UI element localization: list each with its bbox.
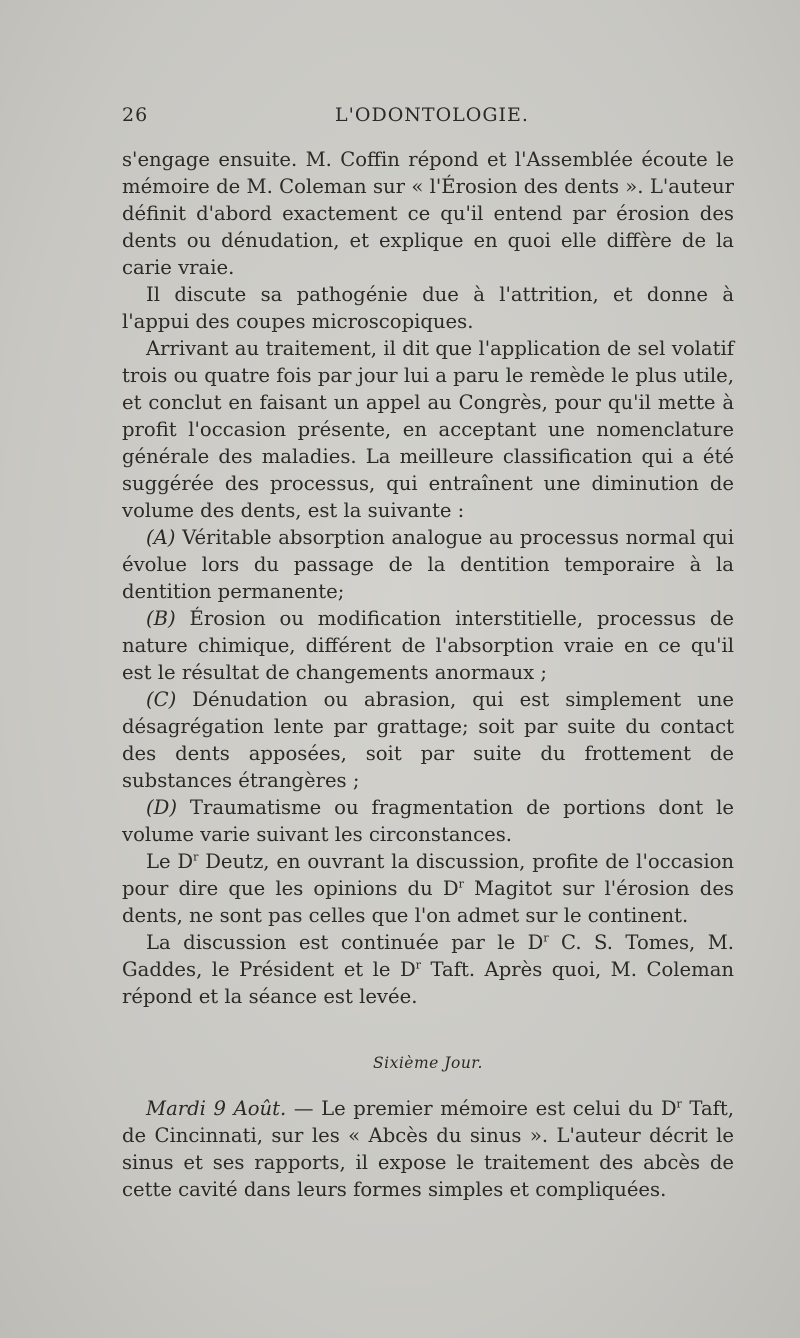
page-header bbox=[122, 104, 742, 132]
text-run: — Le premier mémoire est celui du D bbox=[286, 1097, 677, 1120]
superscript: r bbox=[676, 1097, 682, 1111]
page-number: 26 bbox=[122, 104, 149, 126]
superscript: r bbox=[458, 877, 464, 891]
text-run: Taft, de Cincinnati, sur les « Abcès du sinus ». L'auteur décrit le sinus et ses rapports, il expose le traitement des abcès de cette cavité dans leurs formes simples et compliquées. bbox=[122, 1097, 735, 1201]
list-text-a: Véritable absorption analogue au processus normal qui évolue lors du passage de la dentition temporaire à la dentition permanente; bbox=[122, 526, 734, 603]
text-run: La discussion est continuée par le D bbox=[146, 931, 544, 954]
text-run: Le D bbox=[146, 850, 194, 873]
paragraph-3: Arrivant au traitement, il dit que l'application de sel volatif trois ou quatre fois par jour lui a paru le remède le plus utile, et conclut en faisant un appel au Congrès, pour qu'il mette à profit l'occasion présente, en acceptant une nomenclature générale des maladies. La meilleure classification qui a été suggérée des processus, qui entraînent une diminution de volume des dents, est la suivante : bbox=[122, 337, 734, 522]
page-body bbox=[122, 146, 734, 1203]
superscript: r bbox=[415, 958, 421, 972]
list-label-d: (D) bbox=[146, 796, 177, 819]
list-item-c bbox=[122, 686, 734, 794]
text-run: C. S. Tomes, M. Gaddes, le Président et le D bbox=[122, 931, 734, 981]
list-label-c: (C) bbox=[146, 688, 177, 711]
list-label-b: (B) bbox=[146, 607, 176, 630]
list-item-a bbox=[122, 524, 734, 605]
paragraph-5 bbox=[122, 929, 734, 1010]
list-text-c: Dénudation ou abrasion, qui est simplement une désagrégation lente par grattage; soit par suite du contact des dents apposées, soit par suite du frottement de substances étrangères ; bbox=[122, 688, 734, 792]
text-run: Deutz, en ouvrant la discussion, profite de l'occasion pour dire que les opinions du D bbox=[122, 850, 735, 900]
paragraph-6 bbox=[122, 1095, 734, 1203]
list-text-b: Érosion ou modification interstitielle, processus de nature chimique, différent de l'absorption vraie en ce qu'il est le résultat de changements anormaux ; bbox=[122, 607, 734, 684]
superscript: r bbox=[543, 931, 549, 945]
list-item-d bbox=[122, 794, 734, 848]
superscript: r bbox=[193, 850, 199, 864]
date-label: Mardi 9 Août. bbox=[146, 1097, 287, 1120]
text-run: Magitot sur l'érosion des dents, ne sont pas celles que l'on admet sur le continent. bbox=[122, 877, 734, 927]
list-item-b bbox=[122, 605, 734, 686]
paragraph-4 bbox=[122, 848, 734, 929]
running-title: L'ODONTOLOGIE. bbox=[335, 104, 529, 126]
paragraph-2: Il discute sa pathogénie due à l'attrition, et donne à l'appui des coupes microscopiques. bbox=[122, 283, 734, 333]
paragraph-1: s'engage ensuite. M. Coffin répond et l'Assemblée écoute le mémoire de M. Coleman sur « l'Érosion des dents ». L'auteur définit d'abord exactement ce qu'il entend par érosion des dents ou dénudation, et explique en quoi elle diffère de la carie vraie. bbox=[122, 148, 734, 279]
list-text-d: Traumatisme ou fragmentation de portions dont le volume varie suivant les circonstances. bbox=[122, 796, 734, 846]
list-label-a: (A) bbox=[146, 526, 176, 549]
text-run: Taft. Après quoi, M. Coleman répond et la séance est levée. bbox=[122, 958, 734, 1008]
section-title: Sixième Jour. bbox=[373, 1054, 483, 1072]
